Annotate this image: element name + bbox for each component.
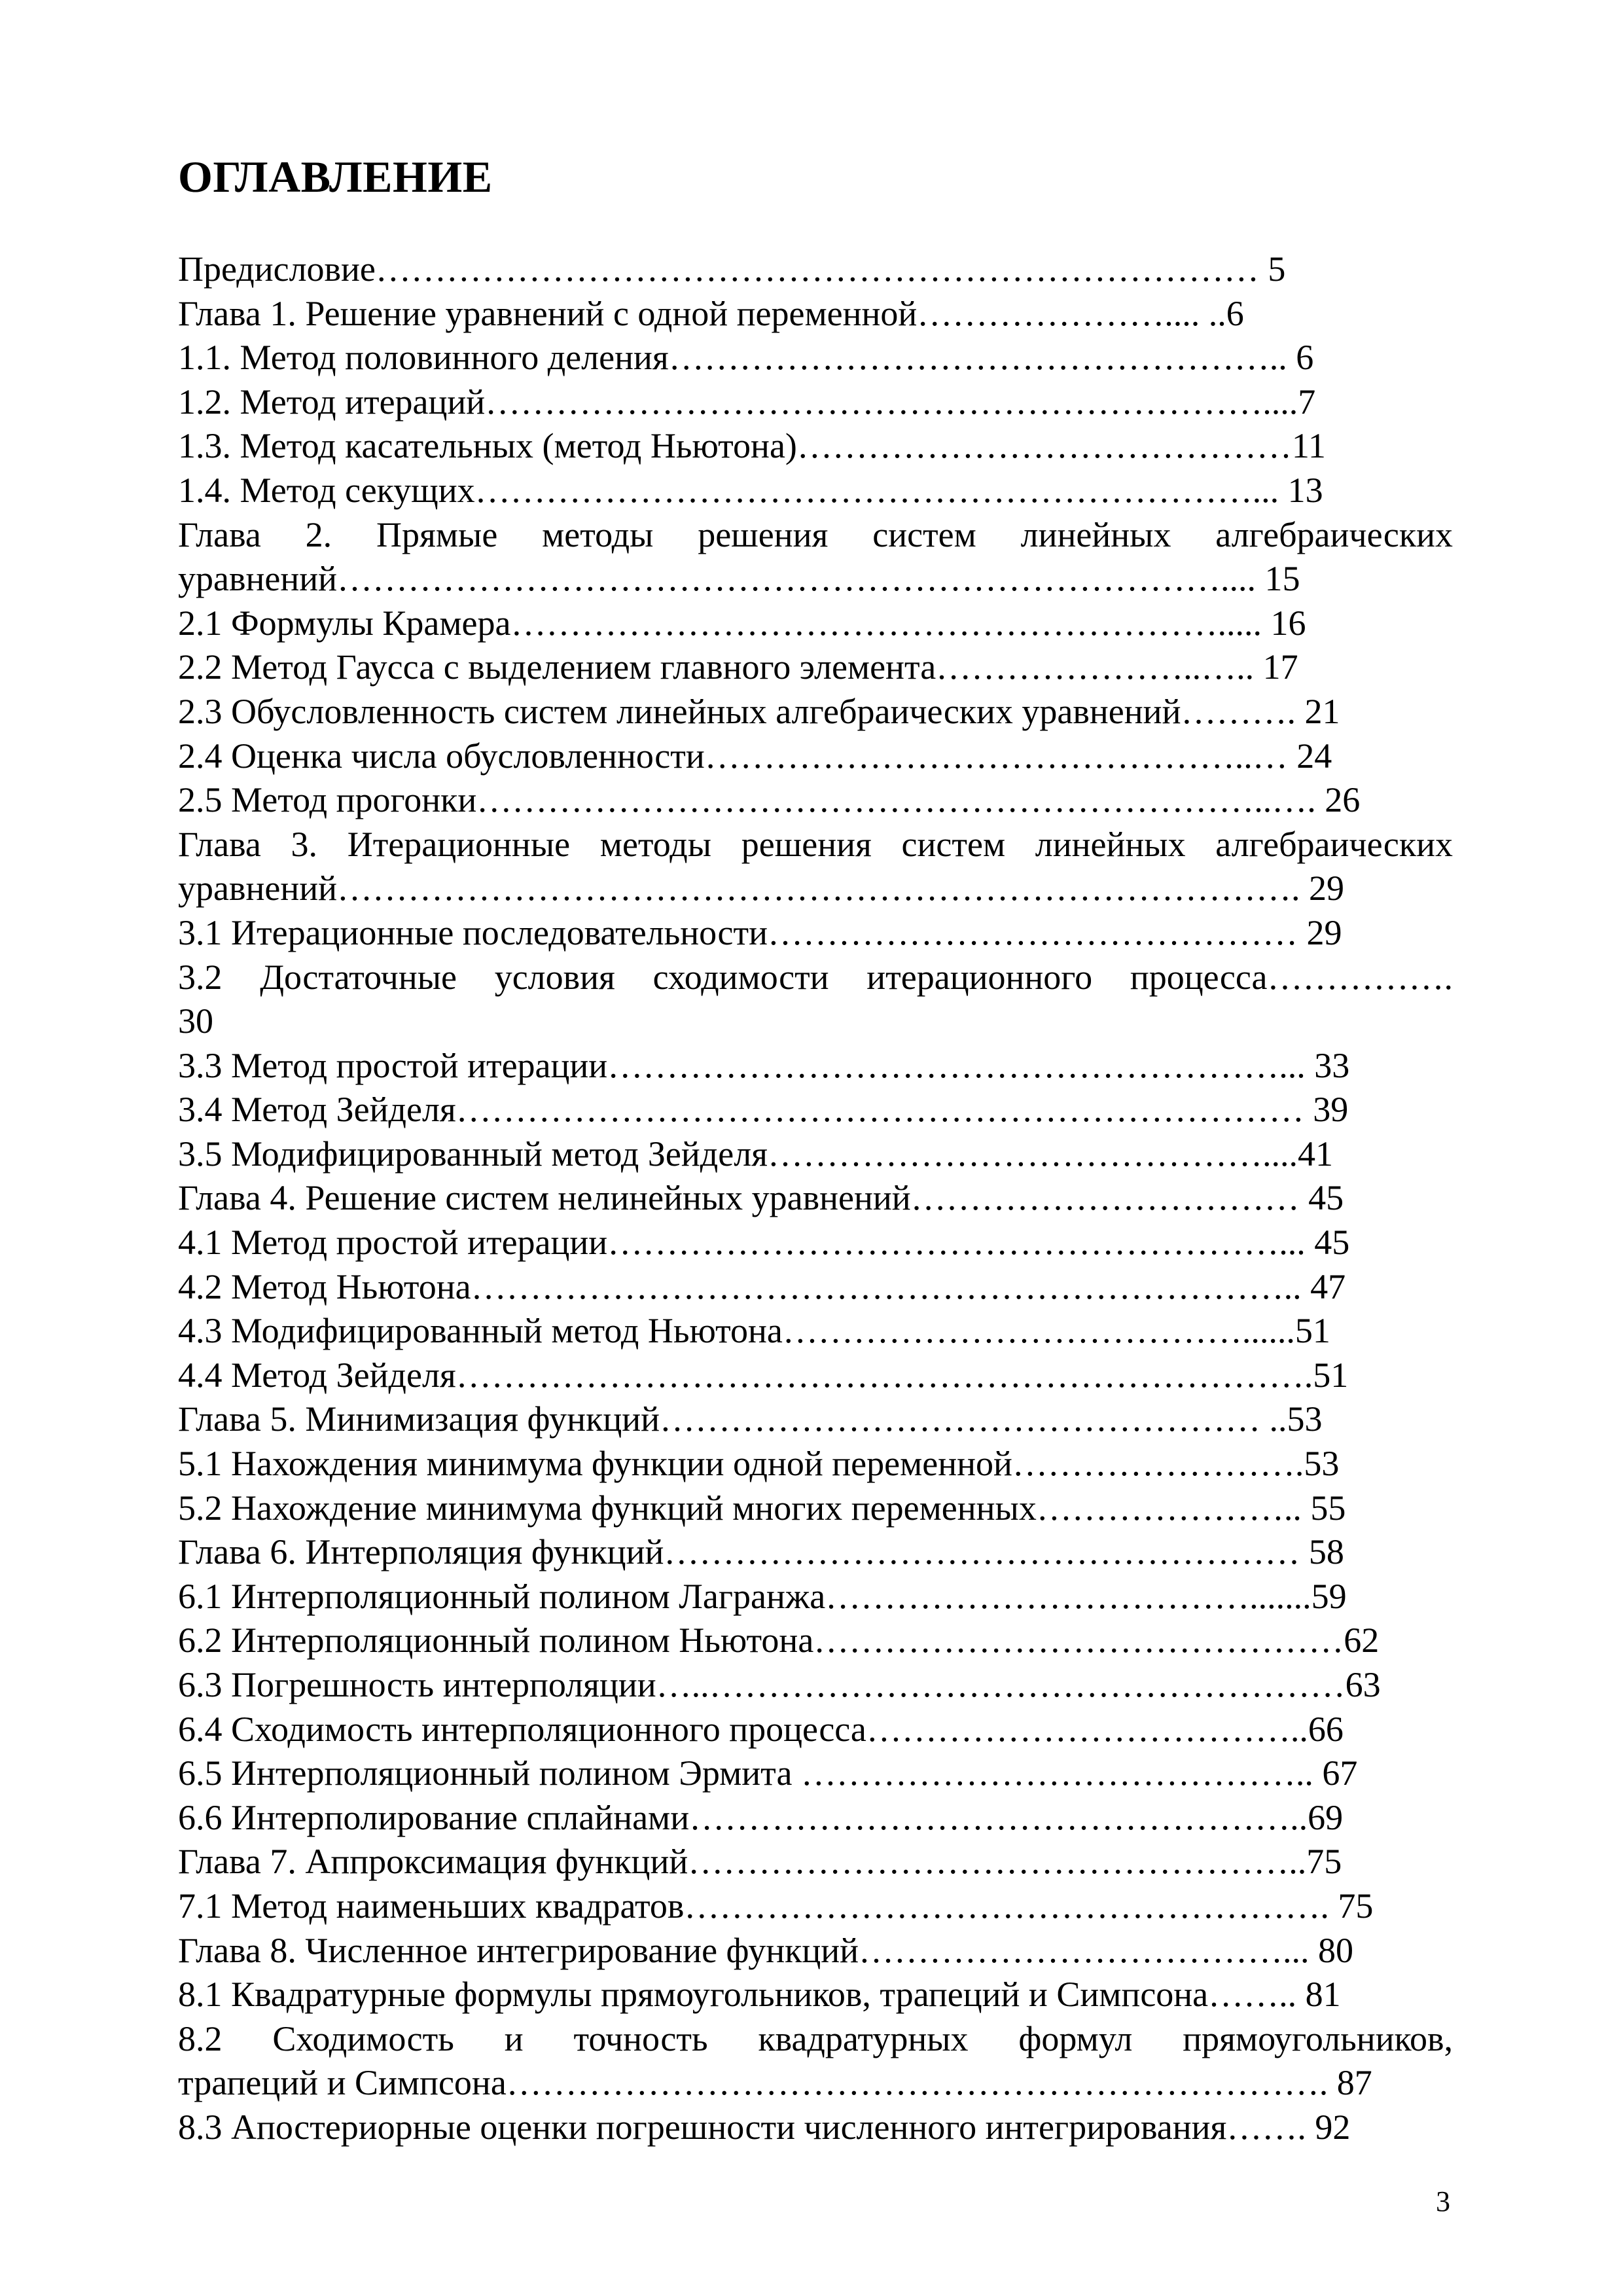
- toc-line: Глава 7. Аппроксимация функций……………………………………………..75: [178, 1842, 1342, 1882]
- toc-line: 7.1 Метод наименьших квадратов………………………………………………. 75: [178, 1886, 1374, 1926]
- toc-line: 4.1 Метод простой итерации…………………………………………………... 45: [178, 1223, 1350, 1263]
- toc-line: 3.4 Метод Зейделя……………………………………………………………… 39: [178, 1090, 1349, 1130]
- toc-line: Глава 8. Численное интегрирование функций………………………………... 80: [178, 1930, 1354, 1970]
- toc-line: 2.1 Формулы Крамера……………………………………………………..... 16: [178, 603, 1306, 643]
- toc-line: 2.3 Обусловленность систем линейных алгебраических уравнений………. 21: [178, 691, 1340, 731]
- toc-line: Глава 4. Решение систем нелинейных уравнений…………………………… 45: [178, 1178, 1344, 1218]
- toc-line: 6.1 Интерполяционный полином Лагранжа……………………………….......59: [178, 1576, 1347, 1616]
- toc-line: 3.5 Модифицированный метод Зейделя……………………………………....41: [178, 1134, 1333, 1174]
- page-title: ОГЛАВЛЕНИЕ: [178, 152, 493, 202]
- toc-line: 4.2 Метод Ньютона…………………………………………………………….. 47: [178, 1266, 1346, 1306]
- toc-line: 4.3 Модифицированный метод Ньютона…………………………………......51: [178, 1311, 1330, 1351]
- toc-line: 2.5 Метод прогонки…………………………………………………………..…. 26: [178, 780, 1361, 820]
- toc-line: Глава 3. Итерационные методы решения систем линейных алгебраических: [178, 824, 1453, 864]
- toc-line: 8.1 Квадратурные формулы прямоугольников, трапеций и Симпсона…….. 81: [178, 1975, 1341, 2015]
- toc-line: Глава 5. Минимизация функций…………………………………………… ..53: [178, 1399, 1323, 1439]
- toc-line: 1.3. Метод касательных (метод Ньютона)……………………………………11: [178, 426, 1326, 466]
- toc-line: Глава 2. Прямые методы решения систем линейных алгебраических: [178, 514, 1453, 554]
- toc-line: 8.3 Апостериорные оценки погрешности численного интегрирования……. 92: [178, 2107, 1351, 2147]
- toc-line: 6.3 Погрешность интерполяции…..………………………………………………63: [178, 1665, 1381, 1704]
- page-number: 3: [1436, 2185, 1450, 2217]
- toc-line: уравнений………………………………………………………………………. 29: [178, 869, 1345, 908]
- toc-line: 1.1. Метод половинного деления…………………………………………….. 6: [178, 338, 1314, 378]
- toc-line: уравнений………………………………………………………………….... 15: [178, 559, 1300, 599]
- toc-line: 1.2. Метод итераций…………………………………………………………....7: [178, 382, 1316, 422]
- toc-line: Глава 1. Решение уравнений с одной переменной………………….... ..6: [178, 293, 1244, 333]
- toc-line: 6.4 Сходимость интерполяционного процесса………………………………..66: [178, 1709, 1344, 1749]
- toc-line: Глава 6. Интерполяция функций……………………………………………… 58: [178, 1532, 1344, 1572]
- toc-line: трапеций и Симпсона……………………………………………………………. 87: [178, 2063, 1372, 2103]
- toc-line: 4.4 Метод Зейделя……………………………………………………………….51: [178, 1355, 1349, 1395]
- table-of-contents: [178, 247, 1453, 2150]
- toc-line: Предисловие………………………………………………………………… 5: [178, 249, 1286, 289]
- toc-line: 6.5 Интерполяционный полином Эрмита …………………………………….. 67: [178, 1753, 1358, 1793]
- toc-line: 2.4 Оценка числа обусловленности………………………………………..… 24: [178, 736, 1332, 776]
- toc-line: 2.2 Метод Гаусса с выделением главного элемента…………………..….. 17: [178, 647, 1298, 687]
- toc-line: 6.2 Интерполяционный полином Ньютона………………………………………62: [178, 1621, 1380, 1660]
- toc-line: 5.2 Нахождение минимума функций многих переменных………………….. 55: [178, 1488, 1346, 1528]
- toc-line: 6.6 Интерполирование сплайнами……………………………………………..69: [178, 1797, 1344, 1837]
- toc-line: 3.2 Достаточные условия сходимости итерационного процесса…………….: [178, 957, 1453, 997]
- toc-line: 3.3 Метод простой итерации…………………………………………………... 33: [178, 1045, 1350, 1085]
- toc-line: 5.1 Нахождения минимума функции одной переменной…………………….53: [178, 1444, 1340, 1484]
- toc-line: 8.2 Сходимость и точность квадратурных формул прямоугольников,: [178, 2018, 1453, 2058]
- toc-line: 3.1 Итерационные последовательности……………………………………… 29: [178, 912, 1342, 952]
- toc-line: 1.4. Метод секущих…………………………………………………………... 13: [178, 470, 1323, 510]
- toc-line: 30: [178, 1001, 213, 1041]
